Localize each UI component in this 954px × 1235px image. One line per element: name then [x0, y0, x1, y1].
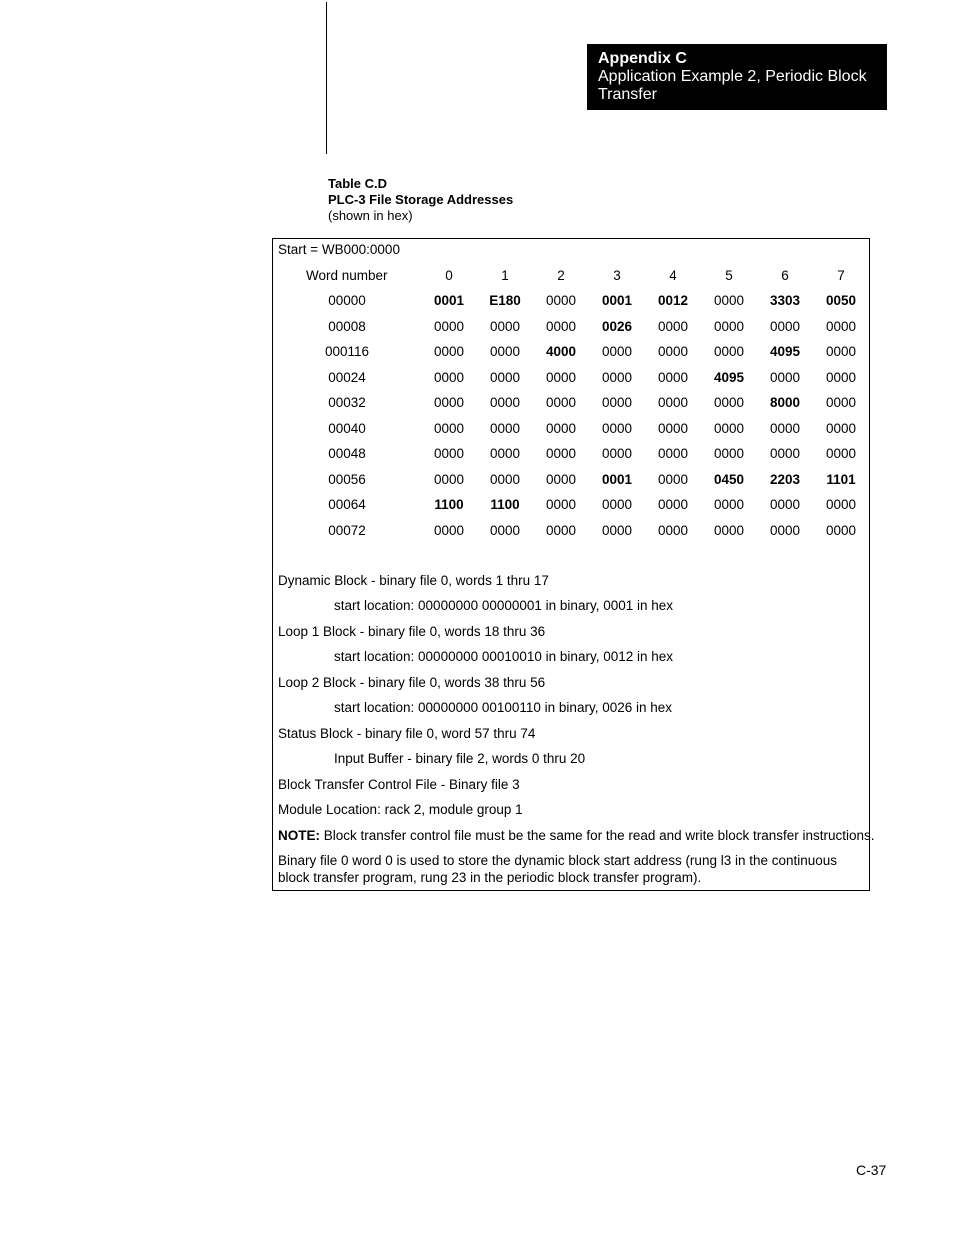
bt-control-line: Block Transfer Control File - Binary file 3 — [278, 777, 520, 792]
word-value: 0000 — [601, 446, 633, 461]
dynamic-start-line: start location: 00000000 00000001 in binary, 0001 in hex — [334, 598, 674, 613]
word-value: 4095 — [713, 369, 745, 385]
loop2-block-line: Loop 2 Block - binary file 0, words 38 thru 56 — [278, 675, 546, 690]
word-value: 0000 — [545, 420, 577, 436]
word-value: 0000 — [657, 497, 689, 512]
word-value: 0000 — [433, 369, 465, 385]
word-value: 0000 — [713, 293, 745, 308]
word-value: 0001 — [601, 471, 633, 487]
loop1-start-line: start location: 00000000 00010010 in binary, 0012 in hex — [334, 649, 674, 664]
column-header: 3 — [613, 268, 621, 283]
word-value: 0000 — [769, 420, 801, 436]
word-address: 000116 — [324, 344, 370, 359]
word-value: 0000 — [545, 471, 577, 487]
note-text: Block transfer control file must be the same for the read and write block transfer instructions. — [320, 828, 875, 843]
word-value: 0000 — [825, 369, 857, 385]
word-value: 4000 — [545, 344, 577, 359]
word-value: 0000 — [657, 522, 689, 538]
word-value: 2203 — [769, 471, 801, 487]
word-value: 0000 — [433, 446, 465, 461]
word-value: 0000 — [601, 395, 633, 410]
word-value: 0000 — [489, 344, 521, 359]
word-value: 0000 — [713, 522, 745, 538]
word-address: 00024 — [328, 369, 366, 385]
word-value: 0000 — [601, 522, 633, 538]
word-value: 0000 — [713, 497, 745, 512]
word-value: 1100 — [490, 497, 520, 512]
column-header: 1 — [501, 268, 509, 283]
word-value: 0000 — [489, 471, 521, 487]
word-value: 0000 — [657, 369, 689, 385]
word-address: 00048 — [328, 446, 366, 461]
word-value: 0000 — [545, 522, 577, 538]
word-value: 0000 — [489, 318, 521, 334]
word-value: 0000 — [489, 522, 521, 538]
loop2-start-line: start location: 00000000 00100110 in binary, 0026 in hex — [334, 700, 673, 715]
word-value: 0000 — [433, 318, 465, 334]
column-header: 2 — [557, 268, 565, 283]
word-value: 1101 — [826, 471, 856, 487]
word-value: 0000 — [545, 497, 577, 512]
word-value: 0000 — [545, 369, 577, 385]
note-line — [278, 827, 875, 844]
word-value: 0000 — [825, 344, 857, 359]
word-value: 0000 — [825, 318, 857, 334]
table-note: (shown in hex) — [328, 208, 413, 223]
word-address: 00008 — [328, 318, 366, 334]
table-id: Table C.D — [328, 176, 387, 191]
word-value: 0000 — [713, 420, 745, 436]
word-value: 0000 — [489, 369, 521, 385]
word-value: 0000 — [489, 395, 521, 410]
file-storage-table — [272, 238, 875, 891]
appendix-title: Appendix C — [598, 50, 687, 67]
word-value: 0000 — [657, 471, 689, 487]
word-value: 0000 — [657, 446, 689, 461]
word-value: 0000 — [489, 446, 521, 461]
column-header: 4 — [669, 268, 677, 283]
word-address: 00040 — [328, 420, 366, 436]
page-number: C-37 — [856, 1162, 887, 1178]
word-value: E180 — [489, 293, 521, 308]
word-value: 0000 — [433, 471, 465, 487]
word-value: 0000 — [657, 420, 689, 436]
word-number-label: Word number — [306, 268, 388, 283]
start-label: Start = WB000:0000 — [278, 242, 400, 257]
word-value: 0050 — [825, 293, 857, 308]
binary-file-note: Binary file 0 word 0 is used to store the dynamic block start address (rung l3 in the continuous block transfer program, rung 23 in the periodic block transfer program). — [278, 853, 838, 885]
word-value: 0000 — [713, 395, 745, 410]
word-value: 0001 — [433, 293, 465, 308]
word-value: 0000 — [769, 446, 801, 461]
word-value: 0000 — [433, 420, 465, 436]
section-header — [587, 44, 887, 110]
word-value: 0000 — [825, 420, 857, 436]
word-value: 0000 — [545, 318, 577, 334]
word-value: 0000 — [433, 522, 465, 538]
word-value: 1100 — [434, 497, 464, 512]
word-value: 0000 — [769, 522, 801, 538]
margin-rule — [326, 2, 327, 154]
word-value: 0000 — [545, 395, 577, 410]
word-value: 0012 — [657, 293, 689, 308]
loop1-block-line: Loop 1 Block - binary file 0, words 18 thru 36 — [278, 624, 546, 639]
word-value: 0000 — [657, 395, 689, 410]
module-location-line: Module Location: rack 2, module group 1 — [278, 802, 523, 817]
word-value: 0000 — [601, 497, 633, 512]
word-address: 00072 — [328, 522, 366, 538]
word-value: 0000 — [769, 318, 801, 334]
word-value: 0000 — [825, 395, 857, 410]
appendix-subtitle: Application Example 2, Periodic Block Transfer — [598, 68, 867, 103]
word-value: 0001 — [601, 293, 633, 308]
word-value: 0450 — [713, 471, 745, 487]
status-block-line: Status Block - binary file 0, word 57 thru 74 — [278, 726, 536, 741]
dynamic-block-line: Dynamic Block - binary file 0, words 1 thru 17 — [278, 573, 549, 588]
word-value: 0000 — [545, 293, 577, 308]
word-value: 0000 — [713, 446, 745, 461]
word-value: 0000 — [825, 522, 857, 538]
table-title: PLC-3 File Storage Addresses — [328, 192, 514, 207]
word-value: 0000 — [769, 369, 801, 385]
word-value: 0000 — [545, 446, 577, 461]
word-address: 00000 — [328, 293, 366, 308]
word-value: 0000 — [769, 497, 801, 512]
word-value: 0000 — [713, 344, 745, 359]
column-header: 6 — [781, 268, 789, 283]
column-header: 7 — [837, 268, 845, 283]
word-value: 0000 — [713, 318, 745, 334]
table-caption — [328, 176, 513, 224]
word-address: 00064 — [328, 497, 366, 512]
word-value: 0000 — [433, 395, 465, 410]
word-value: 0000 — [489, 420, 521, 436]
input-buffer-line: Input Buffer - binary file 2, words 0 thru 20 — [334, 751, 586, 766]
word-value: 0000 — [601, 369, 633, 385]
word-value: 0026 — [601, 318, 633, 334]
word-address: 00032 — [328, 395, 366, 410]
word-value: 0000 — [601, 420, 633, 436]
word-value: 0000 — [657, 344, 689, 359]
word-value: 8000 — [769, 395, 801, 410]
word-value: 0000 — [601, 344, 633, 359]
word-value: 3303 — [769, 293, 801, 308]
word-value: 0000 — [657, 318, 689, 334]
word-value: 0000 — [433, 344, 465, 359]
word-value: 4095 — [769, 344, 801, 359]
word-value: 0000 — [825, 497, 857, 512]
word-value: 0000 — [825, 446, 857, 461]
note-label: NOTE: — [278, 828, 320, 843]
column-header: 5 — [725, 268, 733, 283]
column-header: 0 — [445, 268, 453, 283]
word-address: 00056 — [328, 471, 366, 487]
